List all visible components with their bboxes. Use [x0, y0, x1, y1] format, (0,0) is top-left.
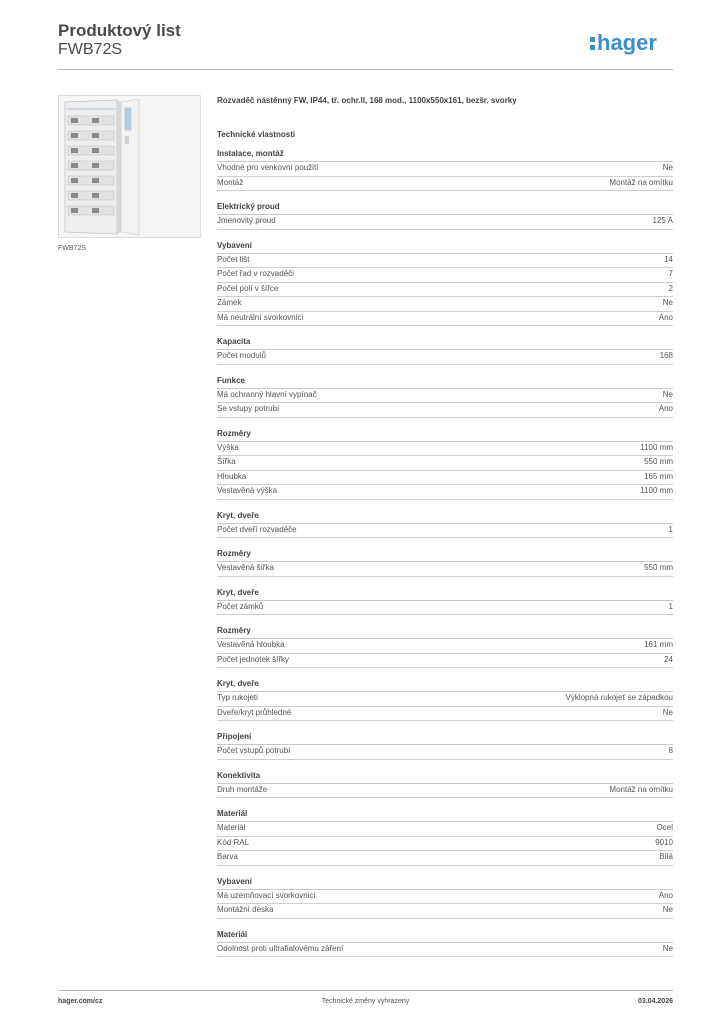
property-row	[217, 904, 673, 919]
property-row	[217, 851, 673, 866]
property-row	[217, 485, 673, 500]
module-slot	[92, 193, 99, 198]
module-slot	[92, 178, 99, 183]
property-group	[217, 625, 673, 668]
group-title: Rozměry	[217, 428, 673, 442]
property-value: Montáž na omítku	[609, 784, 673, 794]
property-row	[217, 350, 673, 365]
property-row	[217, 524, 673, 539]
footer-divider	[58, 990, 673, 991]
logo-text: hager	[597, 30, 657, 55]
property-group	[217, 548, 673, 577]
property-row	[217, 177, 673, 192]
group-title: Funkce	[217, 375, 673, 389]
footer-disclaimer: Technické změny vyhrazeny	[321, 998, 410, 1005]
property-label: Montážní deska	[217, 905, 274, 914]
technical-properties-heading: Technické vlastnosti	[217, 130, 296, 139]
property-row	[217, 162, 673, 177]
property-group	[217, 587, 673, 616]
property-value: 165 mm	[644, 471, 673, 481]
page-footer	[58, 998, 673, 1010]
property-label: Počet lišt	[217, 254, 250, 264]
module-slot	[92, 133, 99, 138]
property-label: Počet zámků	[217, 601, 264, 611]
property-group	[217, 678, 673, 721]
property-label: Má ochranný hlavní vypínač	[217, 389, 317, 399]
property-group	[217, 240, 673, 327]
property-row	[217, 943, 673, 958]
property-label: Počet jednotek šířky	[217, 654, 290, 664]
page-title: Produktový list	[58, 21, 181, 40]
property-value: 550 mm	[644, 563, 673, 572]
property-row	[217, 692, 673, 707]
group-title: Vybavení	[217, 876, 673, 890]
property-group	[217, 510, 673, 539]
property-groups	[217, 148, 673, 957]
property-label: Se vstupy potrubí	[217, 404, 280, 413]
property-value: 550 mm	[644, 457, 673, 466]
product-code: FWB72S	[58, 41, 123, 58]
group-title: Rozměry	[217, 625, 673, 639]
property-value: Ano	[658, 404, 673, 413]
property-label: Kód RAL	[217, 837, 250, 847]
property-group	[217, 201, 673, 230]
property-value: 1	[668, 524, 673, 534]
property-row	[217, 639, 673, 654]
module-slot	[71, 163, 78, 168]
group-title: Instalace, montáž	[217, 148, 673, 162]
property-row	[217, 654, 673, 669]
property-value: Ne	[662, 905, 673, 914]
property-group	[217, 428, 673, 500]
property-group	[217, 148, 673, 191]
property-label: Má uzemňovací svorkovnici	[217, 890, 316, 900]
property-label: Hloubka	[217, 471, 247, 481]
footer-date: 03.04.2026	[637, 998, 673, 1005]
property-label: Typ rukojeti	[217, 693, 258, 702]
property-label: Počet vstupů potrubí	[217, 746, 291, 755]
group-title: Materiál	[217, 929, 673, 943]
property-label: Odolnost proti ultrafialovému záření	[217, 943, 344, 953]
property-row	[217, 745, 673, 760]
property-row	[217, 442, 673, 457]
group-title: Rozměry	[217, 548, 673, 562]
property-value: 125 A	[652, 216, 673, 225]
property-value: 14	[664, 254, 673, 264]
module-slot	[92, 118, 99, 123]
group-title: Připojení	[217, 731, 673, 745]
module-slot	[92, 208, 99, 213]
property-label: Počet modulů	[217, 351, 266, 360]
group-title: Kapacita	[217, 336, 673, 350]
property-group	[217, 808, 673, 866]
group-title: Kryt, dveře	[217, 678, 673, 692]
property-row	[217, 403, 673, 418]
property-group	[217, 731, 673, 760]
property-row	[217, 312, 673, 327]
property-group	[217, 375, 673, 418]
group-title: Kryt, dveře	[217, 510, 673, 524]
property-value: Ano	[658, 312, 673, 322]
property-label: Má neutrální svorkovnici	[217, 312, 304, 322]
page-header	[58, 22, 674, 70]
property-value: Bílá	[659, 852, 673, 861]
property-row	[217, 268, 673, 283]
property-row	[217, 297, 673, 312]
module-slot	[71, 193, 78, 198]
property-value: 7	[668, 269, 673, 278]
property-row	[217, 601, 673, 616]
group-title: Konektivita	[217, 770, 673, 784]
property-row	[217, 389, 673, 404]
property-row	[217, 890, 673, 905]
group-title: Kryt, dveře	[217, 587, 673, 601]
property-group	[217, 929, 673, 958]
property-label: Počet řad v rozvaděči	[217, 269, 294, 278]
property-row	[217, 837, 673, 852]
property-value: 168	[659, 351, 673, 360]
footer-website: hager.com/cz	[58, 998, 103, 1005]
property-value: Ne	[662, 707, 673, 717]
module-slot	[71, 118, 78, 123]
module-slot	[71, 178, 78, 183]
property-label: Barva	[217, 852, 238, 861]
property-label: Počet polí v šířce	[217, 283, 279, 293]
property-value: Ne	[662, 163, 673, 172]
property-value: 9010	[655, 837, 673, 847]
property-value: Ano	[658, 890, 673, 900]
property-label: Materiál	[217, 823, 246, 832]
property-value: Ne	[662, 298, 673, 307]
property-value: Ne	[662, 389, 673, 399]
property-group	[217, 876, 673, 919]
property-group	[217, 770, 673, 799]
property-value: Výklopná rukojeť se západkou	[565, 693, 673, 702]
group-title: Elektrický proud	[217, 201, 673, 215]
module-slot	[92, 163, 99, 168]
image-caption: FWB72S	[58, 245, 87, 252]
property-value: 8	[668, 746, 673, 755]
product-image	[58, 95, 201, 238]
property-label: Výška	[217, 442, 239, 452]
property-label: Počet dveří rozvaděče	[217, 524, 297, 534]
property-value: 161 mm	[644, 640, 673, 649]
hager-logo	[590, 30, 674, 56]
property-row	[217, 471, 673, 486]
distribution-board-illustration	[59, 96, 200, 237]
group-title: Vybavení	[217, 240, 673, 254]
property-label: Dveře/kryt průhledné	[217, 707, 292, 717]
property-value: 2	[668, 283, 673, 293]
header-divider	[58, 69, 673, 70]
property-label: Vhodné pro venkovní použití	[217, 163, 319, 172]
property-row	[217, 562, 673, 577]
property-row	[217, 215, 673, 230]
property-label: Montáž	[217, 177, 244, 187]
property-row	[217, 254, 673, 269]
property-row	[217, 707, 673, 722]
module-slot	[71, 133, 78, 138]
property-value: 24	[664, 654, 673, 664]
property-value: 1	[668, 601, 673, 611]
property-value: Montáž na omítku	[609, 177, 673, 187]
property-value: 1100 mm	[640, 442, 673, 452]
property-group	[217, 336, 673, 365]
product-details	[217, 96, 673, 957]
property-label: Vestavěná šířka	[217, 563, 274, 572]
property-value: Ocel	[656, 823, 673, 832]
property-label: Jmenovitý proud	[217, 216, 276, 225]
property-value: Ne	[662, 943, 673, 953]
property-label: Zámek	[217, 298, 242, 307]
property-row	[217, 456, 673, 471]
group-title: Materiál	[217, 808, 673, 822]
property-label: Vestavěná hloubka	[217, 640, 285, 649]
property-row	[217, 283, 673, 298]
module-slot	[71, 148, 78, 153]
product-description: Rozvaděč nástěnný FW, IP44, tř. ochr.II, 168 mod., 1100x550x161, bezšr. svorky	[217, 96, 517, 105]
module-slot	[92, 148, 99, 153]
property-label: Druh montáže	[217, 784, 268, 794]
property-row	[217, 822, 673, 837]
property-row	[217, 784, 673, 799]
property-label: Šířka	[217, 457, 236, 466]
property-label: Vestavěná výška	[217, 486, 278, 495]
module-slot	[71, 208, 78, 213]
property-value: 1100 mm	[640, 486, 673, 495]
